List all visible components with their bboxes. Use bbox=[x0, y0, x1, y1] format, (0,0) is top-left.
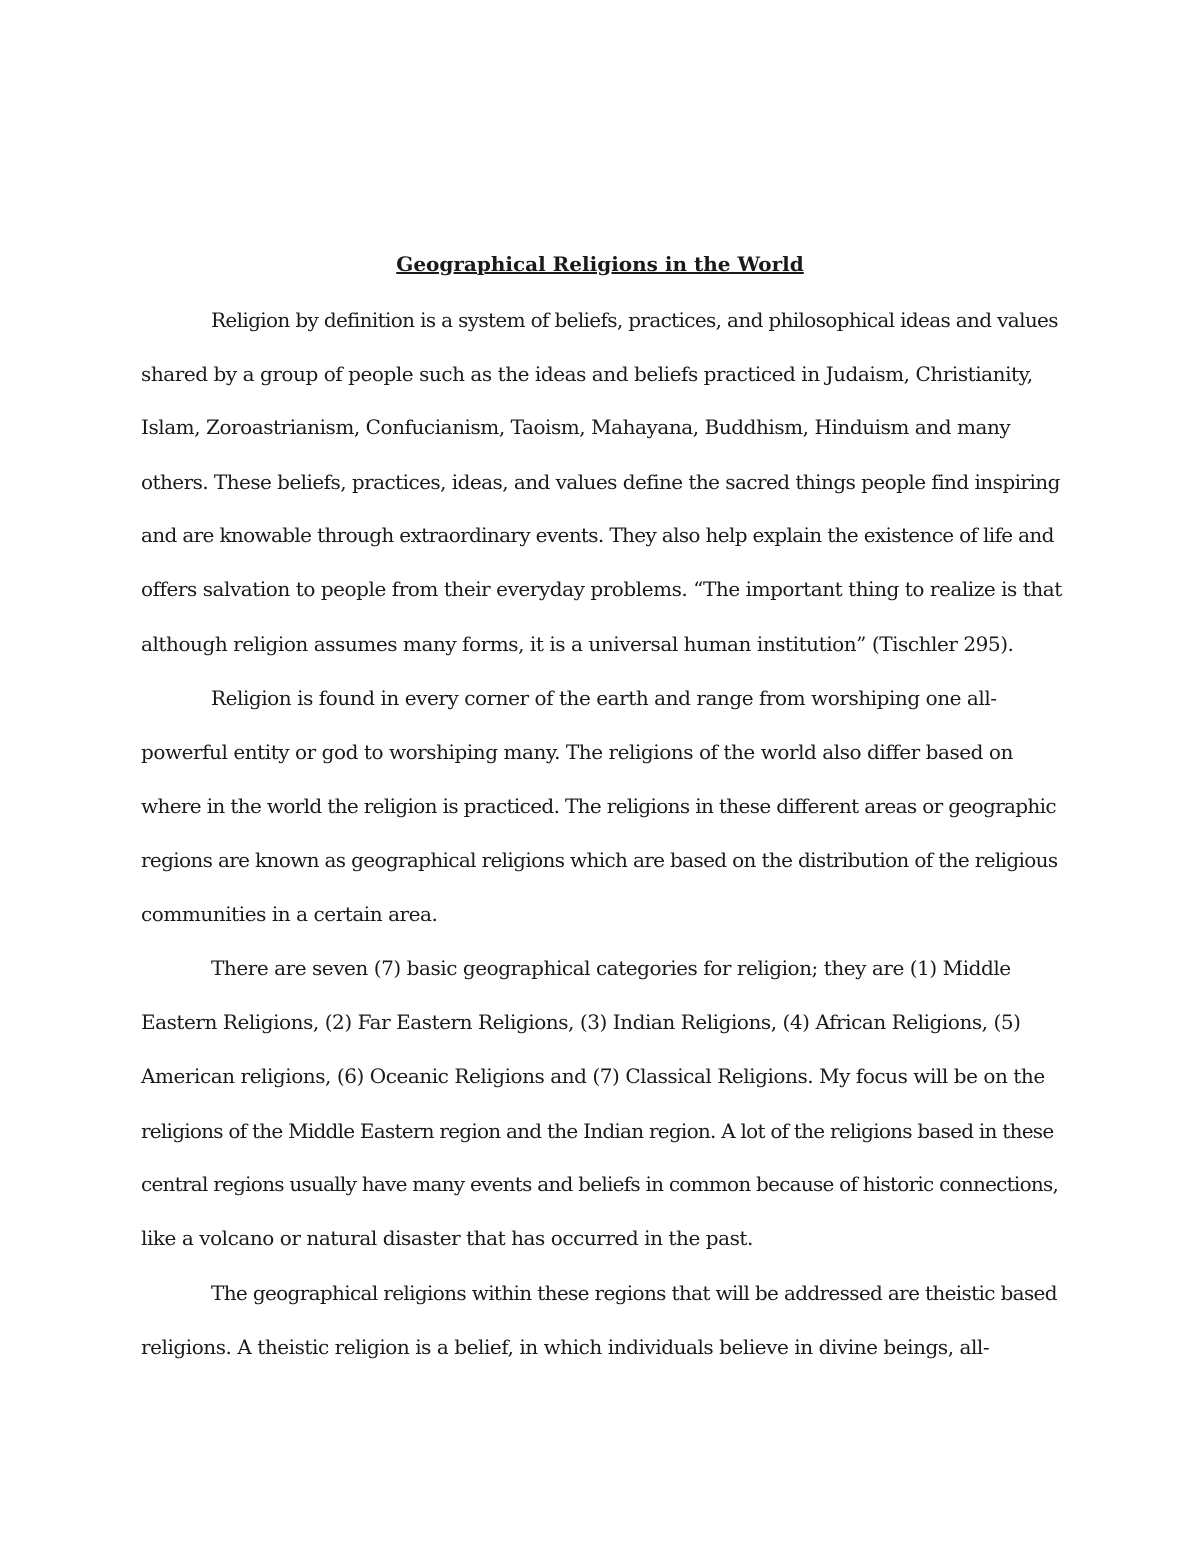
paragraph-line: Islam, Zoroastrianism, Confucianism, Taoism, Mahayana, Buddhism, Hinduism and many bbox=[141, 415, 1011, 439]
paragraph-line: where in the world the religion is practiced. The religions in these different areas or geographic bbox=[141, 794, 1056, 818]
paragraph-line: Eastern Religions, (2) Far Eastern Religions, (3) Indian Religions, (4) African Religions, (5) bbox=[141, 1010, 1021, 1034]
paragraph-line: religions. A theistic religion is a belief, in which individuals believe in divine beings, all- bbox=[141, 1335, 990, 1359]
paragraph-line: central regions usually have many events and beliefs in common because of historic connections, bbox=[141, 1172, 1059, 1196]
paragraph-line: regions are known as geographical religions which are based on the distribution of the religious bbox=[141, 848, 1058, 872]
paragraph-line: like a volcano or natural disaster that has occurred in the past. bbox=[141, 1226, 753, 1250]
paragraph-line: Religion is found in every corner of the earth and range from worshiping one all- bbox=[211, 686, 997, 710]
paragraph-line: and are knowable through extraordinary events. They also help explain the existence of life and bbox=[141, 523, 1054, 547]
paragraph-line: There are seven (7) basic geographical categories for religion; they are (1) Middle bbox=[211, 956, 1011, 980]
paragraph-line: Religion by definition is a system of beliefs, practices, and philosophical ideas and values bbox=[211, 308, 1058, 332]
paragraph-line: others. These beliefs, practices, ideas, and values define the sacred things people find inspiring bbox=[141, 470, 1060, 494]
paragraph-line: powerful entity or god to worshiping many. The religions of the world also differ based on bbox=[141, 740, 1013, 764]
paragraph-line: communities in a certain area. bbox=[141, 902, 438, 926]
paragraph-line: The geographical religions within these regions that will be addressed are theistic based bbox=[211, 1281, 1057, 1305]
paragraph-line: religions of the Middle Eastern region and the Indian region. A lot of the religions based in these bbox=[141, 1119, 1054, 1143]
paragraph-line: shared by a group of people such as the ideas and beliefs practiced in Judaism, Christianity, bbox=[141, 362, 1033, 386]
document-title: Geographical Religions in the World bbox=[396, 252, 804, 276]
paragraph-line: offers salvation to people from their everyday problems. “The important thing to realize is that bbox=[141, 577, 1062, 601]
paragraph-line: American religions, (6) Oceanic Religions and (7) Classical Religions. My focus will be on the bbox=[141, 1064, 1045, 1088]
paragraph-line: although religion assumes many forms, it is a universal human institution” (Tischler 295). bbox=[141, 632, 1014, 656]
